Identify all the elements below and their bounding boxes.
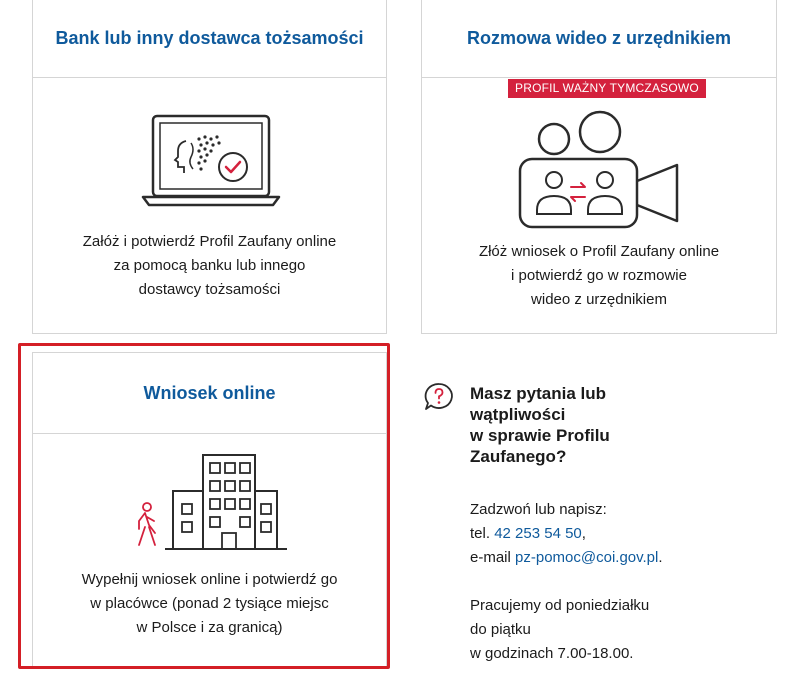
card-description: Złóż wniosek o Profil Zaufany online i potwierdź go w rozmowie wideo z urzędnikiem [478,243,720,308]
help-intro: Zadzwoń lub napisz: [470,501,607,518]
help-hours: Pracujemy od poniedziałku do piątku w godzinach 7.00-18.00. [470,597,650,662]
help-email-line [470,546,790,570]
help-heading: Masz pytania lub wątpliwości w sprawie Profilu Zaufanego? [470,384,610,466]
card-title-online[interactable]: Wniosek online [143,382,276,403]
card-header [422,0,776,78]
email-suffix: . [658,549,663,566]
card-description: Załóż i potwierdź Profil Zaufany online za pomocą banku lub innego dostawcy tożsamości [82,233,337,298]
card-title-video[interactable]: Rozmowa wideo z urzędnikiem [466,27,732,48]
card-video-call[interactable] [421,0,777,334]
card-bank-provider[interactable] [32,0,387,334]
phone-suffix: , [581,525,586,542]
video-camera-people-icon [517,107,687,229]
email-prefix: e-mail [470,549,516,566]
status-badge: PROFIL WAŻNY TYMCZASOWO [508,79,706,98]
phone-link[interactable]: 42 253 54 50 [494,525,582,542]
card-header [33,0,386,78]
card-description: Wypełnij wniosek online i potwierdź go w placówce (ponad 2 tysiące miejsc w Polsce i za granicą) [81,571,338,636]
laptop-identity-icon [141,113,281,209]
question-bubble-icon [423,382,455,412]
selection-highlight [18,343,390,669]
card-title-bank[interactable]: Bank lub inny dostawca tożsamości [55,27,364,48]
phone-prefix: tel. [470,525,495,542]
help-contact [470,498,790,570]
help-phone-line [470,522,790,546]
email-link[interactable]: pz-pomoc@coi.gov.pl [515,549,659,566]
